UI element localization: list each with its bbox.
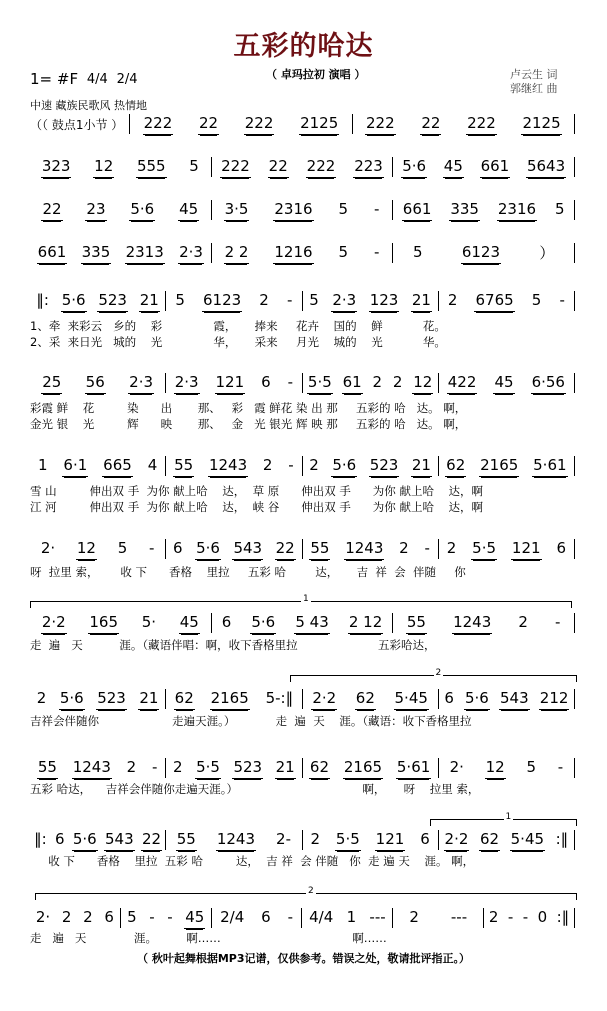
note-group: 6 bbox=[444, 689, 454, 707]
notation-system bbox=[30, 242, 575, 264]
note-group: 5 bbox=[175, 291, 185, 309]
note-group: 1 bbox=[346, 908, 357, 926]
measure bbox=[212, 613, 393, 634]
note-group: 5643 bbox=[526, 157, 566, 178]
note-group: 1243 bbox=[452, 613, 492, 634]
singer: （ 卓玛拉初 演唱 ） bbox=[266, 68, 366, 81]
song-title: 五彩的哈达 bbox=[233, 31, 374, 62]
note-group: 223 bbox=[353, 157, 384, 178]
note-group: 5 bbox=[531, 291, 542, 309]
barline bbox=[574, 157, 575, 177]
barline bbox=[574, 456, 575, 476]
note-group: 55 bbox=[37, 758, 58, 779]
tempo-marking: 中速 藏族民歌风 热情地 bbox=[30, 99, 147, 112]
note-group: 45 bbox=[443, 157, 464, 178]
note-group: 45 bbox=[178, 200, 199, 221]
note-group: 2313 bbox=[125, 243, 165, 264]
note-group: 2 12 bbox=[348, 613, 383, 634]
note-group: 2316 bbox=[497, 200, 537, 221]
measure bbox=[393, 242, 574, 265]
note-group: 4 bbox=[147, 456, 158, 474]
note-group: 2125 bbox=[299, 114, 339, 135]
note-group: 2·2 bbox=[444, 830, 470, 851]
note-group: 2·2 bbox=[41, 613, 67, 634]
note-group: 2165 bbox=[210, 689, 250, 710]
note-group: 21 bbox=[139, 291, 160, 312]
barline bbox=[574, 539, 575, 559]
note-group: 335 bbox=[449, 200, 480, 221]
note-group: 2 bbox=[262, 456, 273, 474]
note-group: :‖ bbox=[555, 830, 569, 848]
volta-bracket bbox=[35, 886, 577, 900]
note-group: 222 bbox=[306, 157, 337, 178]
lyric-line: 走 遍 天 涯。（藏语伴唱：啊，收下香格里拉 五彩哈达， bbox=[30, 638, 436, 652]
note-group: 12 bbox=[485, 758, 506, 779]
measure bbox=[439, 758, 574, 779]
note-group: - bbox=[373, 200, 380, 218]
note-group: 5 bbox=[127, 908, 137, 926]
note-group: 543 bbox=[499, 689, 530, 710]
note-group: 3·5 bbox=[224, 200, 250, 221]
notation-system bbox=[30, 907, 575, 929]
note-group: 6765 bbox=[474, 291, 514, 312]
note-group: 2·3 bbox=[178, 243, 204, 264]
lyric-line: 雪 山 伸出双 手 为你 献上哈 达， 草 原 伸出双 手 为你 献上哈 达，啊 bbox=[30, 484, 484, 498]
note-group: 22 bbox=[141, 830, 162, 851]
measure bbox=[166, 689, 301, 710]
note-group: 2 bbox=[409, 908, 419, 926]
measure bbox=[30, 200, 211, 221]
note-group: 1 bbox=[37, 456, 48, 474]
measure bbox=[212, 200, 393, 221]
note-group: --- bbox=[450, 908, 468, 926]
measure bbox=[303, 830, 438, 851]
note-group: 2 bbox=[372, 373, 383, 391]
note-group: 523 bbox=[97, 291, 128, 312]
notation-system bbox=[30, 757, 575, 779]
time-signature-2: 2/4 bbox=[116, 71, 138, 87]
note-group: 45 bbox=[184, 908, 205, 929]
note-group: 55 bbox=[309, 539, 330, 560]
composer: 郭继红 曲 bbox=[510, 82, 558, 95]
measure bbox=[303, 291, 438, 312]
measure bbox=[302, 908, 392, 928]
measure bbox=[303, 689, 438, 710]
measure bbox=[30, 539, 165, 560]
note-group: 123 bbox=[369, 291, 400, 312]
lyric-line: 收 下 香格 里拉 五彩 哈 达， 吉 祥 会 伴随 你 走 遍 天 涯。 啊， bbox=[30, 854, 475, 868]
note-group: 2 bbox=[61, 908, 72, 926]
note-group: 5·61 bbox=[396, 758, 431, 779]
note-group: 61 bbox=[342, 373, 363, 394]
note-group: 5 bbox=[309, 291, 319, 309]
note-group: 6 bbox=[55, 830, 65, 848]
note-group: 2·3 bbox=[128, 373, 154, 394]
note-group: 6123 bbox=[461, 243, 501, 264]
note-group: 2·3 bbox=[331, 291, 357, 312]
measure bbox=[212, 243, 393, 264]
note-group: - bbox=[149, 908, 155, 926]
note-group: 2 bbox=[309, 456, 319, 474]
note-group: 2·2 bbox=[311, 689, 337, 710]
note-group: 2 bbox=[392, 373, 403, 391]
note-group: 22 bbox=[420, 114, 441, 135]
lyric-line: 走 遍 天 涯。 啊…… 啊…… bbox=[30, 931, 387, 945]
notation-system bbox=[30, 455, 575, 477]
measure bbox=[439, 373, 574, 394]
note-group: - bbox=[557, 758, 564, 776]
measure bbox=[30, 758, 165, 779]
note-group: 4/4 bbox=[309, 908, 334, 926]
note-group: 0 bbox=[537, 908, 548, 926]
time-signature-1: 4/4 bbox=[86, 71, 108, 87]
note-group: 222 bbox=[220, 157, 251, 178]
barline bbox=[574, 758, 575, 778]
volta-number: 2 bbox=[435, 668, 442, 678]
note-group: 5·6 bbox=[129, 200, 155, 221]
note-group: - bbox=[424, 539, 430, 557]
note-group: - bbox=[167, 908, 173, 926]
note-group: 2 bbox=[126, 758, 137, 776]
lyric-line: 1、牵 来彩云 乡的 彩 霞， 捧来 花卉 国的 鲜 花。 bbox=[30, 319, 446, 333]
note-group: 5·45 bbox=[394, 689, 429, 710]
measure bbox=[439, 291, 574, 312]
note-group: 222 bbox=[244, 114, 275, 135]
note-group: 56 bbox=[85, 373, 106, 394]
note-group: 165 bbox=[88, 613, 119, 634]
measure bbox=[166, 373, 301, 394]
note-group: 2165 bbox=[479, 456, 519, 477]
barline bbox=[574, 243, 575, 263]
note-group: :‖ bbox=[556, 908, 570, 926]
notation-system bbox=[30, 372, 575, 394]
note-group: 5·5 bbox=[335, 830, 361, 851]
note-group: - bbox=[507, 908, 514, 926]
note-group: - bbox=[286, 291, 293, 309]
barline bbox=[574, 908, 575, 928]
barline bbox=[574, 373, 575, 393]
note-group: 2 bbox=[173, 758, 183, 776]
note-group: ） bbox=[539, 243, 555, 262]
note-group: 5·6 bbox=[61, 291, 87, 312]
lyric-line: 呀 拉里 索， 收 下 香格 里拉 五彩 哈 达， 吉 祥 会 伴随 你 bbox=[30, 565, 466, 579]
notation-system bbox=[30, 612, 575, 634]
note-group: 21 bbox=[138, 689, 159, 710]
note-group: 121 bbox=[375, 830, 406, 851]
note-group: 2 bbox=[518, 613, 528, 631]
lyric-line: 五彩 哈达， 吉祥会伴随你走遍天涯。） 啊， 呀 拉里 索， bbox=[30, 782, 480, 796]
measure bbox=[166, 830, 301, 851]
note-group: 21 bbox=[411, 291, 432, 312]
note-group: 5 43 bbox=[294, 613, 329, 634]
note-group: 6 bbox=[104, 908, 114, 926]
note-group: 2165 bbox=[343, 758, 383, 779]
note-group: 1243 bbox=[208, 456, 248, 477]
measure bbox=[30, 613, 211, 634]
lyric-line: 吉祥会伴随你 走遍天涯。） 走 遍 天 涯。（藏语：收下香格里拉 bbox=[30, 714, 472, 728]
note-group: 55 bbox=[173, 456, 194, 477]
notation-system bbox=[30, 538, 575, 560]
note-group: 45 bbox=[493, 373, 514, 394]
note-group: 2 bbox=[447, 291, 458, 309]
notation-system bbox=[30, 156, 575, 178]
measure bbox=[439, 539, 574, 560]
note-group: 5·6 bbox=[250, 613, 276, 634]
note-group: 5 bbox=[338, 243, 349, 261]
note-group: 55 bbox=[176, 830, 197, 851]
note-group: 5 bbox=[189, 157, 199, 175]
note-group: 22 bbox=[275, 539, 296, 560]
note-group: 5-:‖ bbox=[265, 689, 294, 707]
note-group: 12 bbox=[93, 157, 114, 178]
note-group: 6 bbox=[221, 613, 232, 631]
volta-bracket bbox=[30, 594, 572, 608]
note-group: 5·5 bbox=[307, 373, 333, 394]
note-group: 62 bbox=[174, 689, 195, 710]
note-group: 121 bbox=[215, 373, 246, 394]
note-group: 5 bbox=[554, 200, 565, 218]
measure bbox=[212, 157, 393, 178]
notation-system bbox=[30, 829, 575, 851]
note-group: 2125 bbox=[521, 114, 561, 135]
note-group: 5 bbox=[117, 539, 128, 557]
measure bbox=[30, 908, 120, 928]
volta-bracket bbox=[290, 668, 577, 682]
note-group: 222 bbox=[143, 114, 174, 135]
barline bbox=[574, 613, 575, 633]
note-group: 23 bbox=[85, 200, 106, 221]
notation-system bbox=[30, 113, 575, 135]
note-group: 121 bbox=[511, 539, 542, 560]
note-group: 1243 bbox=[344, 539, 384, 560]
note-group: 5·6 bbox=[59, 689, 85, 710]
note-group: 661 bbox=[480, 157, 511, 178]
note-group: - bbox=[559, 291, 565, 309]
note-group: 12 bbox=[412, 373, 433, 394]
measure bbox=[30, 830, 165, 851]
notation-system bbox=[30, 688, 575, 710]
note-group: 543 bbox=[104, 830, 135, 851]
note-group: 6123 bbox=[202, 291, 242, 312]
note-group: - bbox=[373, 243, 380, 261]
measure bbox=[166, 456, 301, 477]
note-group: 25 bbox=[41, 373, 62, 394]
footer-note: （ 秋叶起舞根据MP3记谱，仅供参考。错误之处，敬请批评指正。） bbox=[137, 952, 470, 965]
note-group: 2 bbox=[488, 908, 499, 926]
note-group: 21 bbox=[411, 456, 432, 477]
note-group: 665 bbox=[102, 456, 133, 477]
measure bbox=[484, 908, 574, 928]
measure bbox=[353, 114, 574, 135]
note-group: 661 bbox=[402, 200, 433, 221]
measure bbox=[30, 456, 165, 477]
measure bbox=[166, 539, 301, 560]
note-group: 2·3 bbox=[174, 373, 200, 394]
measure bbox=[393, 613, 574, 634]
note-group: 22 bbox=[268, 157, 289, 178]
note-group: 5·6 bbox=[331, 456, 357, 477]
measure bbox=[303, 758, 438, 779]
note-group: - bbox=[555, 613, 561, 631]
note-group: 2316 bbox=[273, 200, 313, 221]
lyric-line: 江 河 伸出双 手 为你 献上哈 达， 峡 谷 伸出双 手 为你 献上哈 达，啊 bbox=[30, 500, 484, 514]
note-group: 5·5 bbox=[195, 758, 221, 779]
measure bbox=[303, 539, 438, 560]
note-group: 5·61 bbox=[532, 456, 567, 477]
barline bbox=[574, 830, 575, 850]
lyric-line: 金光 银 光 辉 映 那、 金 光 银光 辉 映 那 五彩的 哈 达。 啊， bbox=[30, 417, 467, 431]
volta-number: 1 bbox=[505, 812, 512, 822]
intro-label: （（ 鼓点1小节 ） bbox=[30, 117, 124, 132]
note-group: 22 bbox=[41, 200, 62, 221]
lyricist: 卢云生 词 bbox=[510, 68, 558, 81]
note-group: 2· bbox=[35, 908, 51, 926]
note-group: 6·56 bbox=[531, 373, 566, 394]
measure bbox=[303, 373, 438, 394]
key-signature bbox=[30, 70, 137, 88]
note-group: - bbox=[287, 908, 294, 926]
measure bbox=[30, 373, 165, 394]
barline bbox=[574, 291, 575, 311]
measure bbox=[393, 200, 574, 221]
note-group: 5 bbox=[338, 200, 349, 218]
note-group: 523 bbox=[369, 456, 400, 477]
measure bbox=[30, 689, 165, 710]
measure bbox=[439, 830, 574, 851]
note-group: 45 bbox=[179, 613, 200, 634]
note-group: 1216 bbox=[273, 243, 313, 264]
note-group: 222 bbox=[466, 114, 497, 135]
note-group: 422 bbox=[447, 373, 478, 394]
note-group: 2 bbox=[399, 539, 409, 557]
note-group: 661 bbox=[37, 243, 68, 264]
measure bbox=[30, 291, 165, 312]
note-group: 2 bbox=[83, 908, 93, 926]
note-group: 5·45 bbox=[510, 830, 545, 851]
measure bbox=[166, 291, 301, 312]
measure bbox=[212, 908, 302, 928]
note-group: 62 bbox=[479, 830, 500, 851]
note-group: - bbox=[288, 456, 294, 474]
note-group: 555 bbox=[136, 157, 167, 178]
note-group: 2- bbox=[276, 830, 291, 848]
lyric-line: 2、采 来日光 城的 光 华， 采来 月光 城的 光 华。 bbox=[30, 335, 446, 349]
note-group: 5 bbox=[526, 758, 536, 776]
note-group: 2 bbox=[36, 689, 47, 707]
note-group: 335 bbox=[81, 243, 112, 264]
note-group: - bbox=[287, 373, 293, 391]
note-group: 1243 bbox=[72, 758, 112, 779]
note-group: 2 bbox=[310, 830, 320, 848]
notation-system bbox=[30, 290, 575, 312]
note-group: ‖: bbox=[36, 291, 49, 309]
measure bbox=[30, 243, 211, 264]
lyric-line: 彩霞 鲜 花 染 出 那、 彩 霞 鲜花 染 出 那 五彩的 哈 达。 啊， bbox=[30, 401, 467, 415]
volta-number: 1 bbox=[303, 594, 309, 604]
note-group: 2 bbox=[446, 539, 457, 557]
barline bbox=[574, 689, 575, 709]
note-group: 62 bbox=[355, 689, 376, 710]
measure bbox=[303, 456, 438, 477]
measure bbox=[30, 157, 211, 178]
note-group: --- bbox=[369, 908, 386, 926]
note-group: 5·5 bbox=[471, 539, 497, 560]
note-group: 5·6 bbox=[401, 157, 427, 178]
note-group: 523 bbox=[96, 689, 127, 710]
volta-bracket bbox=[430, 812, 577, 826]
note-group: 21 bbox=[275, 758, 296, 779]
note-group: 5·6 bbox=[464, 689, 490, 710]
note-group: - bbox=[522, 908, 529, 926]
note-group: 222 bbox=[365, 114, 396, 135]
note-group: 2 bbox=[259, 291, 269, 309]
measure bbox=[439, 689, 574, 710]
note-group: 62 bbox=[445, 456, 466, 477]
key-label: 1= #F bbox=[30, 70, 79, 88]
note-group: 5· bbox=[141, 613, 157, 631]
note-group: 5 bbox=[412, 243, 423, 261]
volta-number: 2 bbox=[308, 886, 314, 896]
note-group: - bbox=[148, 539, 155, 557]
measure bbox=[130, 114, 351, 135]
note-group: 5·6 bbox=[72, 830, 98, 851]
note-group: 22 bbox=[198, 114, 219, 135]
note-group: 6 bbox=[261, 908, 271, 926]
note-group: 5·6 bbox=[195, 539, 221, 560]
note-group: 6·1 bbox=[62, 456, 88, 477]
note-group: 55 bbox=[406, 613, 427, 634]
note-group: 12 bbox=[76, 539, 97, 560]
note-group: 6 bbox=[556, 539, 567, 557]
note-group: ‖: bbox=[34, 830, 47, 848]
note-group: 6 bbox=[420, 830, 430, 848]
notation-system bbox=[30, 199, 575, 221]
note-group: 1243 bbox=[216, 830, 256, 851]
note-group: 2· bbox=[40, 539, 56, 557]
note-group: 523 bbox=[232, 758, 263, 779]
measure bbox=[393, 908, 483, 928]
note-group: - bbox=[151, 758, 158, 776]
note-group: 323 bbox=[41, 157, 72, 178]
measure bbox=[166, 758, 301, 779]
measure bbox=[121, 908, 211, 929]
note-group: 212 bbox=[539, 689, 570, 710]
measure bbox=[393, 157, 574, 178]
note-group: 2 2 bbox=[224, 243, 250, 264]
note-group: 6 bbox=[173, 539, 183, 557]
note-group: 6 bbox=[261, 373, 271, 391]
note-group: 2/4 bbox=[220, 908, 245, 926]
note-group: 62 bbox=[309, 758, 330, 779]
barline bbox=[574, 114, 575, 134]
measure bbox=[439, 456, 574, 477]
barline bbox=[574, 200, 575, 220]
note-group: 2· bbox=[449, 758, 464, 776]
note-group: 543 bbox=[232, 539, 263, 560]
